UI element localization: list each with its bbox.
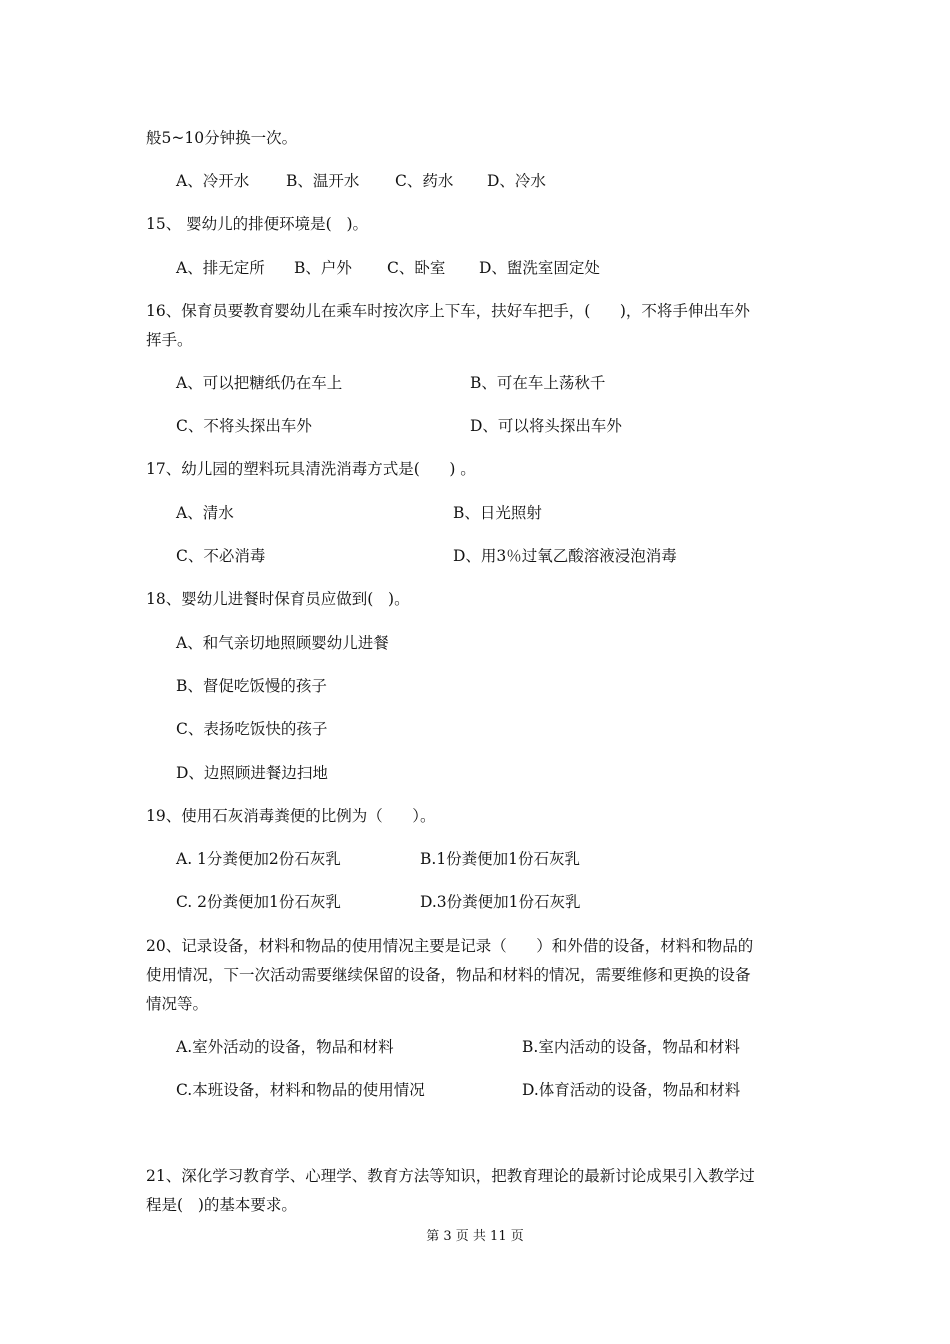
q19-stem: 19、使用石灰消毒粪便的比例为（ ）。 xyxy=(146,807,436,825)
q17-option-a: A、清水 xyxy=(176,504,234,522)
q15-option-d: D、盥洗室固定处 xyxy=(479,259,600,277)
q14-option-d: D、冷水 xyxy=(487,172,546,190)
q19-option-a: A. 1分粪便加2份石灰乳 xyxy=(176,850,341,868)
q14-option-c: C、药水 xyxy=(395,172,454,190)
q17-stem: 17、幼儿园的塑料玩具清洗消毒方式是( ) 。 xyxy=(146,460,476,478)
q17-option-b: B、日光照射 xyxy=(453,504,542,522)
continuation-text: 般5~10分钟换一次。 xyxy=(146,129,298,147)
q18-stem: 18、婴幼儿进餐时保育员应做到( )。 xyxy=(146,590,410,608)
q20-option-b: B.室内活动的设备，物品和材料 xyxy=(522,1038,740,1056)
q20-option-d: D.体育活动的设备，物品和材料 xyxy=(522,1081,741,1099)
q21-stem-line1: 21、深化学习教育学、心理学、教育方法等知识，把教育理论的最新讨论成果引入教学过 xyxy=(146,1167,755,1185)
q18-option-a: A、和气亲切地照顾婴幼儿进餐 xyxy=(176,634,389,652)
q18-option-c: C、表扬吃饭快的孩子 xyxy=(176,720,328,738)
q15-stem: 15、 婴幼儿的排便环境是( )。 xyxy=(146,215,369,233)
q16-option-b: B、可在车上荡秋千 xyxy=(470,374,606,392)
q16-option-d: D、可以将头探出车外 xyxy=(470,417,622,435)
q16-option-c: C、不将头探出车外 xyxy=(176,417,312,435)
q15-option-c: C、卧室 xyxy=(387,259,446,277)
q16-stem-line2: 挥手。 xyxy=(146,331,193,349)
q14-option-a: A、冷开水 xyxy=(176,172,250,190)
q20-option-a: A.室外活动的设备，物品和材料 xyxy=(176,1038,394,1056)
q21-stem-line2: 程是( )的基本要求。 xyxy=(146,1196,297,1214)
q20-stem-line1: 20、记录设备，材料和物品的使用情况主要是记录（ ）和外借的设备，材料和物品的 xyxy=(146,937,754,955)
q20-stem-line3: 情况等。 xyxy=(146,995,209,1013)
q18-option-b: B、督促吃饭慢的孩子 xyxy=(176,677,327,695)
q20-option-c: C.本班设备，材料和物品的使用情况 xyxy=(176,1081,425,1099)
q18-option-d: D、边照顾进餐边扫地 xyxy=(176,764,328,782)
q17-option-c: C、不必消毒 xyxy=(176,547,266,565)
page-footer: 第 3 页 共 11 页 xyxy=(426,1229,524,1244)
q17-option-d: D、用3％过氧乙酸溶液浸泡消毒 xyxy=(453,547,677,565)
q16-stem-line1: 16、保育员要教育婴幼儿在乘车时按次序上下车，扶好车把手，( )，不将手伸出车外 xyxy=(146,302,750,320)
q15-option-b: B、户外 xyxy=(294,259,352,277)
q19-option-b: B.1份粪便加1份石灰乳 xyxy=(420,850,581,868)
q20-stem-line2: 使用情况，下一次活动需要继续保留的设备，物品和材料的情况，需要维修和更换的设备 xyxy=(146,966,751,984)
q19-option-d: D.3份粪便加1份石灰乳 xyxy=(420,893,581,911)
q19-option-c: C. 2份粪便加1份石灰乳 xyxy=(176,893,341,911)
q16-option-a: A、可以把糖纸仍在车上 xyxy=(176,374,343,392)
q15-option-a: A、排无定所 xyxy=(176,259,265,277)
q14-option-b: B、温开水 xyxy=(286,172,360,190)
